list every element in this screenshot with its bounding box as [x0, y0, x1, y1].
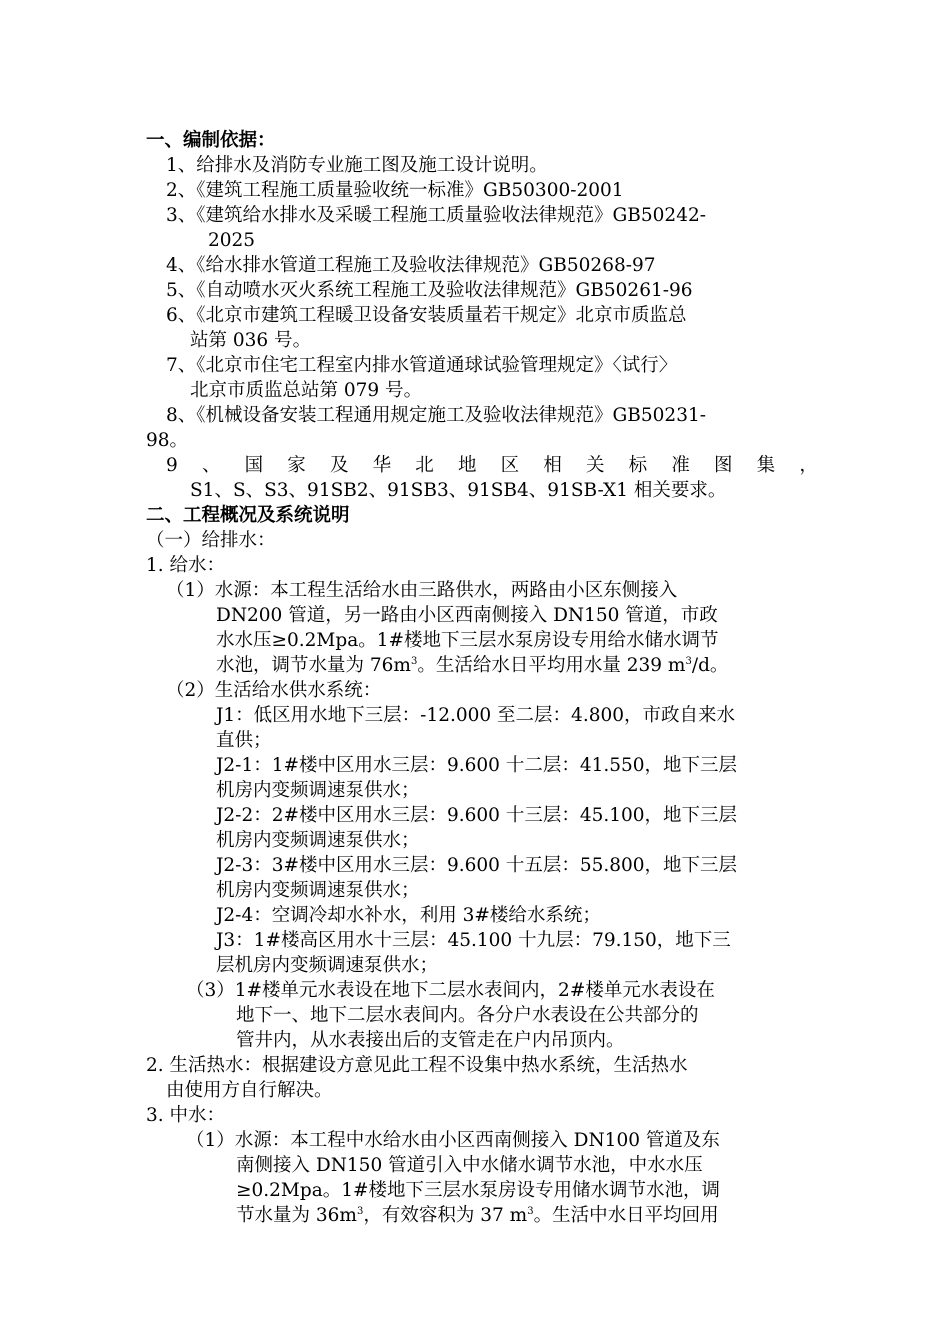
paragraph-line: 地下一、地下二层水表间内。各分户水表设在公共部分的 — [236, 1005, 699, 1026]
list-item: 4、《给水排水管道工程施工及验收法律规范》GB50268-97 — [166, 255, 656, 276]
list-item: 7、《北京市住宅工程室内排水管道通球试验管理规定》〈试行〉 — [166, 355, 678, 376]
paragraph-line: 管井内，从水表接出后的支管走在户内吊顶内。 — [236, 1030, 625, 1051]
paragraph-line: DN200 管道，另一路由小区西南侧接入 DN150 管道，市政 — [216, 605, 718, 626]
paragraph-line: （1）水源：本工程中水给水由小区西南侧接入 DN100 管道及东 — [186, 1130, 720, 1151]
item-title: （2）生活给水供水系统： — [166, 680, 382, 701]
item-title: 3. 中水： — [146, 1105, 226, 1126]
list-item: 1、给排水及消防专业施工图及施工设计说明。 — [166, 155, 548, 176]
paragraph-line: 直供； — [216, 730, 272, 751]
paragraph-line: 水水压≥0.2Mpa。1#楼地下三层水泵房设专用给水储水调节 — [216, 630, 719, 651]
paragraph-line: 机房内变频调速泵供水； — [216, 880, 420, 901]
subsection-heading: （一）给排水： — [146, 530, 276, 551]
paragraph-line: 机房内变频调速泵供水； — [216, 830, 420, 851]
section-heading: 二、工程概况及系统说明 — [146, 505, 350, 526]
paragraph-line: （1）水源：本工程生活给水由三路供水，两路由小区东侧接入 — [166, 580, 678, 601]
list-item: 6、《北京市建筑工程暖卫设备安装质量若干规定》北京市质监总 — [166, 305, 687, 326]
item-title: 1. 给水： — [146, 555, 226, 576]
list-item-continuation: 98。 — [146, 430, 189, 451]
paragraph-line: ≥0.2Mpa。1#楼地下三层水泵房设专用储水调节水池，调 — [236, 1180, 721, 1201]
paragraph-line: 2. 生活热水：根据建设方意见此工程不设集中热水系统，生活热水 — [146, 1055, 688, 1076]
list-item: 2、《建筑工程施工质量验收统一标准》GB50300-2001 — [166, 180, 624, 201]
paragraph-line: J3：1#楼高区用水十三层：45.100 十九层：79.150，地下三 — [216, 930, 731, 951]
list-item: 5、《自动喷水灭火系统工程施工及验收法律规范》GB50261-96 — [166, 280, 693, 301]
list-item-continuation: 站第 036 号。 — [190, 330, 312, 351]
list-item-continuation: 北京市质监总站第 079 号。 — [190, 380, 423, 401]
paragraph-line: 水池，调节水量为 $76m^3$。生活给水日平均用水量 239 $m^3/d$。 — [216, 655, 729, 676]
paragraph-line: 由使用方自行解决。 — [166, 1080, 333, 1101]
section-heading: 一、编制依据： — [146, 130, 276, 151]
paragraph-line: J2-1：1#楼中区用水三层：9.600 十二层：41.550，地下三层 — [216, 755, 738, 776]
list-item: 8、《机械设备安装工程通用规定施工及验收法律规范》GB50231- — [166, 405, 706, 426]
list-item-justified: 9 、 国 家 及 华 北 地 区 相 关 标 准 图 集 ， — [166, 455, 818, 476]
paragraph-line: J2-4：空调冷却水补水，利用 3#楼给水系统； — [216, 905, 601, 926]
paragraph-line: J2-2：2#楼中区用水三层：9.600 十三层：45.100，地下三层 — [216, 805, 738, 826]
paragraph-line: J2-3：3#楼中区用水三层：9.600 十五层：55.800，地下三层 — [216, 855, 738, 876]
paragraph-line: J1：低区用水地下三层：-12.000 至二层：4.800，市政自来水 — [216, 705, 736, 726]
paragraph-line: （3）1#楼单元水表设在地下二层水表间内，2#楼单元水表设在 — [186, 980, 715, 1001]
list-item: 3、《建筑给水排水及采暖工程施工质量验收法律规范》GB50242- — [166, 205, 706, 226]
paragraph-line: 南侧接入 DN150 管道引入中水储水调节水池，中水水压 — [236, 1155, 703, 1176]
paragraph-line: 机房内变频调速泵供水； — [216, 780, 420, 801]
list-item-continuation: S1、S、S3、91SB2、91SB3、91SB4、91SB-X1 相关要求。 — [190, 480, 727, 501]
list-item-continuation: 2025 — [208, 230, 256, 251]
paragraph-line: 层机房内变频调速泵供水； — [216, 955, 439, 976]
paragraph-line: 节水量为 $36m^3$，有效容积为 37 $m^3$。生活中水日平均回用 — [236, 1205, 719, 1226]
